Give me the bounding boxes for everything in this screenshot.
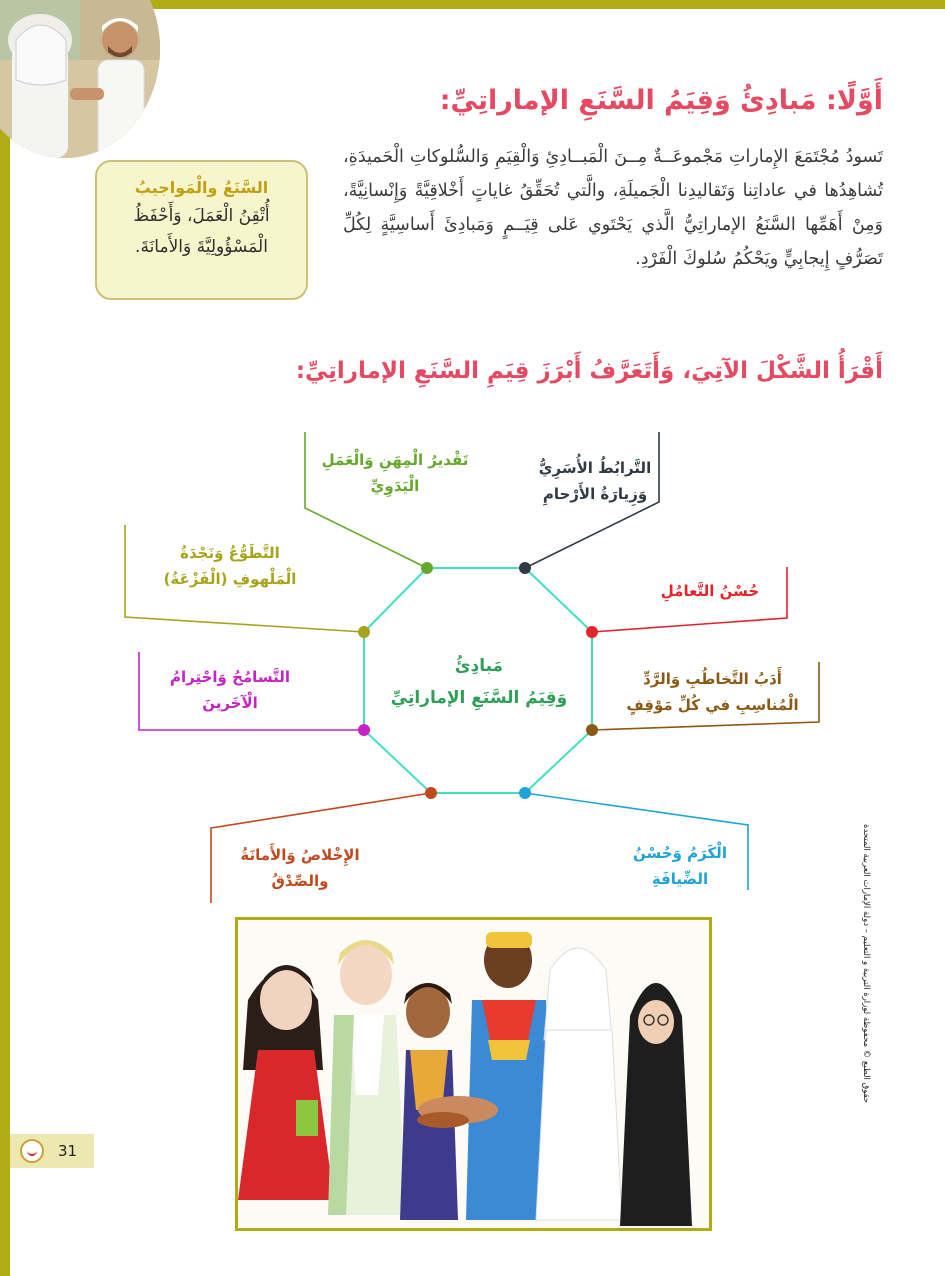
value-good-treatment bbox=[640, 578, 780, 604]
value-line: التَّرابُطُ الأُسَرِيُّ bbox=[538, 459, 652, 477]
node-dot bbox=[425, 787, 437, 799]
value-respect-work bbox=[295, 447, 495, 499]
value-honesty bbox=[215, 842, 385, 894]
diagram-center-label bbox=[359, 650, 599, 714]
copyright-note: حقوق الطبع © محفوظة لوزارة التربية و التعليم – دولة الإمارات العربية المتحدة bbox=[861, 824, 871, 1104]
node-dot bbox=[421, 562, 433, 574]
value-line: وَزِيارَةُ الأَرْحامِ bbox=[542, 485, 648, 503]
center-line: وَقِيَمُ السَّنَعِ الإماراتِيِّ bbox=[390, 688, 568, 708]
value-line: أَدَبُ التَّخاطُبِ وَالرَّدِّ bbox=[643, 670, 782, 688]
center-line: مَبادِئُ bbox=[454, 656, 504, 676]
section-title: أَوَّلًا: مَبادِئُ وَقِيَمُ السَّنَعِ الإماراتِيِّ: bbox=[439, 85, 883, 116]
value-family-ties bbox=[515, 455, 675, 507]
note-body bbox=[97, 201, 306, 263]
node-dot bbox=[519, 787, 531, 799]
kids-image bbox=[238, 920, 709, 1228]
node-dot bbox=[358, 626, 370, 638]
note-title: السَّنَعُ والْمَواجيبُ bbox=[134, 178, 269, 197]
note-line: الْمَسْؤُولِيَّةَ وَالأَمانَةَ. bbox=[135, 237, 268, 257]
left-color-bar bbox=[0, 0, 10, 1276]
value-line: الْيَدَوِيِّ bbox=[370, 477, 420, 495]
value-line: الضِّيافَةِ bbox=[651, 870, 709, 888]
value-line: التَّطَوُّعُ وَنَجْدَةُ bbox=[180, 544, 280, 562]
node-dot bbox=[519, 562, 531, 574]
value-line: الإِخْلاصُ وَالأَمانَةُ bbox=[240, 846, 360, 864]
value-tolerance bbox=[145, 664, 315, 716]
value-line: التَّسامُحُ وَاحْتِرامُ bbox=[170, 668, 290, 686]
kids-illustration bbox=[235, 917, 712, 1231]
value-polite-speech bbox=[610, 666, 815, 718]
value-line: حُسْنُ التَّعامُلِ bbox=[660, 582, 760, 600]
ministry-logo-icon bbox=[20, 1139, 44, 1163]
value-line: والصِّدْقُ bbox=[271, 872, 329, 890]
value-line: الْآخَرينَ bbox=[202, 694, 258, 712]
note-line: أُتْقِنُ الْعَمَلَ، وَأَحْفَظُ bbox=[133, 206, 270, 226]
value-line: الْكَرَمُ وَحُسْنُ bbox=[633, 844, 727, 862]
value-line: الْمَلْهوفِ (الْفَزْعَةُ) bbox=[163, 570, 297, 588]
intro-paragraph: تَسودُ مُجْتَمَعَ الإِماراتِ مَجْموعَــةٌ مِــنَ الْمَبــادِئِ وَالْقِيَمِ وَالسُّلوكاتِ الْحَميدَةِ، تُشاهِدُها في عاداتِنا وَتَقاليدِنا الْجَميلَةِ، والَّتي تُحَقِّقُ غاياتٍ أَخْلاقِيَّةً وَإِنْسانِيَّةً، وَمِنْ أَهَمِّها السَّنَعُ الإماراتِيُّ الَّذي يَحْتَوي عَلى قِيَــمٍ وَمَبادِئَ أَساسِيَّةٍ لِكُلِّ تَصَرُّفٍ إِيجابِيٍّ ويَحْكُمُ سُلوكَ الْفَرْدِ. bbox=[343, 147, 883, 269]
page-number: 31 bbox=[58, 1142, 78, 1160]
value-generosity bbox=[615, 840, 745, 892]
diagram-instruction: أَقْرَأُ الشَّكْلَ الآتِيَ، وَأَتَعَرَّفُ أَبْرَزَ قِيَمِ السَّنَعِ الإماراتِيِّ: bbox=[295, 358, 883, 384]
value-line: الْمُناسِبِ في كُلِّ مَوْقِفٍ bbox=[626, 696, 799, 714]
node-dot bbox=[586, 724, 598, 736]
value-volunteering bbox=[140, 540, 320, 592]
note-box bbox=[95, 160, 308, 300]
corner-illustration bbox=[0, 0, 160, 158]
node-dot bbox=[586, 626, 598, 638]
value-line: تَقْديرُ الْمِهَنِ وَالْعَمَلِ bbox=[321, 451, 469, 469]
two-men-image bbox=[0, 0, 160, 158]
node-dot bbox=[358, 724, 370, 736]
